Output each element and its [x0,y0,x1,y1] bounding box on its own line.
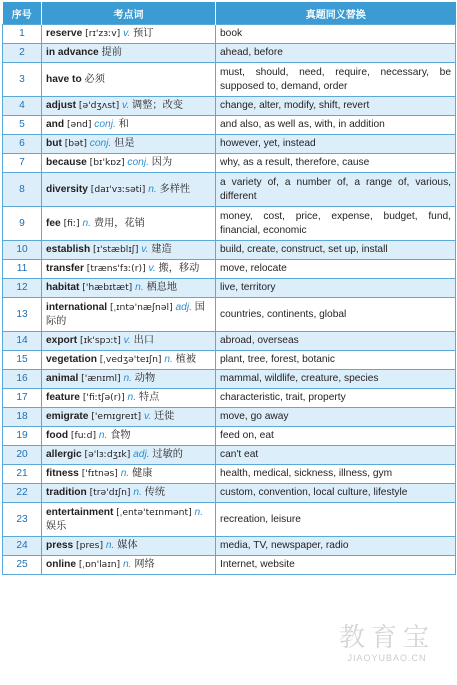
keyword-phonetic: [bət] [64,138,87,149]
keyword-cell [42,389,216,408]
synonym-cell: must, should, need, require, necessary, be supposed to, demand, order [216,63,456,97]
row-number: 25 [3,556,42,575]
row-number: 9 [3,207,42,241]
keyword-word: entertainment [46,506,114,518]
row-number: 2 [3,44,42,63]
keyword-part-of-speech: n. [133,487,142,498]
table-row [3,207,456,241]
keyword-cell [42,279,216,298]
synonym-cell: change, alter, modify, shift, revert [216,97,456,116]
synonym-cell: media, TV, newspaper, radio [216,537,456,556]
keyword-word: allergic [46,449,82,460]
keyword-cell [42,260,216,279]
keyword-word: adjust [46,100,77,111]
keyword-chinese: 过敏的 [152,449,183,460]
row-number: 24 [3,537,42,556]
row-number: 17 [3,389,42,408]
keyword-phonetic: [ənd] [66,119,92,130]
keyword-phonetic: ['emɪgreɪt] [91,411,142,422]
synonym-cell: Internet, website [216,556,456,575]
keyword-cell [42,97,216,116]
keyword-chinese: 植被 [175,354,197,365]
table-row [3,427,456,446]
row-number: 4 [3,97,42,116]
keyword-chinese: 提前 [101,47,122,58]
keyword-phonetic: [træns'fɜː(r)] [86,263,146,274]
keyword-word: reserve [46,28,83,39]
synonym-cell: ahead, before [216,44,456,63]
keyword-part-of-speech: v. [123,335,131,346]
keyword-word: animal [46,373,79,384]
row-number: 5 [3,116,42,135]
header-synonyms: 真题同义替换 [216,2,456,25]
row-number: 1 [3,25,42,44]
row-number: 19 [3,427,42,446]
keyword-part-of-speech: adj. [133,449,150,460]
table-body [3,25,456,575]
keyword-phonetic: [daɪ'vɜːsəti] [90,183,146,195]
header-number: 序号 [3,2,42,25]
keyword-word: press [46,540,74,551]
table-row [3,408,456,427]
synonym-cell: money, cost, price, expense, budget, fund, financial, economic [216,207,456,241]
keyword-word: emigrate [46,411,89,422]
keyword-part-of-speech: n. [135,282,144,293]
keyword-cell [42,154,216,173]
keyword-cell [42,484,216,503]
table-row [3,503,456,537]
keyword-chinese: 预订 [133,28,154,39]
table-row [3,97,456,116]
keyword-part-of-speech: conj. [127,157,149,168]
keyword-chinese: 健康 [132,468,153,479]
synonym-cell: and also, as well as, with, in addition [216,116,456,135]
row-number: 12 [3,279,42,298]
keyword-phonetic: [fiː] [63,217,80,229]
keyword-word: vegetation [46,354,97,365]
keyword-chinese: 搬，移动 [158,263,200,274]
keyword-word: tradition [46,487,87,498]
keyword-cell [42,556,216,575]
keyword-word: export [46,335,78,346]
watermark-text: 教育宝 [338,623,435,653]
keyword-part-of-speech: n. [105,540,115,551]
synonym-cell: abroad, overseas [216,332,456,351]
keyword-word: in advance [46,47,99,58]
keyword-phonetic: [ɪ'stæblɪʃ] [93,244,139,255]
keyword-part-of-speech: n. [122,559,132,570]
keyword-cell [42,135,216,154]
table-row [3,63,456,97]
table-row [3,25,456,44]
keyword-cell [42,173,216,207]
keyword-phonetic: [pres] [76,540,104,551]
keyword-chinese: 食物 [110,430,131,441]
table-row [3,135,456,154]
row-number: 7 [3,154,42,173]
row-number: 22 [3,484,42,503]
synonym-cell: move, go away [216,408,456,427]
keyword-cell [42,370,216,389]
keyword-word: food [46,430,69,441]
keyword-chinese: 和 [118,119,129,130]
table-row [3,446,456,465]
keyword-chinese: 传统 [144,487,166,498]
table-row [3,279,456,298]
synonym-cell: plant, tree, forest, botanic [216,351,456,370]
row-number: 14 [3,332,42,351]
row-number: 11 [3,260,42,279]
synonym-cell: mammal, wildlife, creature, species [216,370,456,389]
keyword-phonetic: [rɪ'zɜːv] [85,28,121,39]
row-number: 3 [3,63,42,97]
keyword-chinese: 媒体 [117,540,138,551]
keyword-part-of-speech: v. [122,100,130,111]
row-number: 10 [3,241,42,260]
keyword-cell [42,351,216,370]
keyword-cell [42,446,216,465]
keyword-part-of-speech: n. [98,430,108,441]
table-row [3,298,456,332]
keyword-chinese: 国际的 [46,301,205,327]
keyword-cell [42,241,216,260]
keyword-cell [42,44,216,63]
table-row [3,154,456,173]
row-number: 21 [3,465,42,484]
keyword-part-of-speech: n. [123,373,132,384]
keyword-phonetic: [ˌɒn'laɪn] [78,559,121,570]
row-number: 15 [3,351,42,370]
keyword-cell [42,503,216,537]
synonym-cell: move, relocate [216,260,456,279]
row-number: 8 [3,173,42,207]
keyword-chinese: 娱乐 [46,520,67,532]
keyword-phonetic: [trə'dɪʃn] [89,487,131,498]
keyword-chinese: 必须 [84,73,105,85]
keyword-cell [42,25,216,44]
keyword-chinese: 特点 [138,392,160,403]
table-row [3,116,456,135]
keyword-cell [42,537,216,556]
keyword-part-of-speech: n. [164,354,173,365]
row-number: 23 [3,503,42,537]
keyword-part-of-speech: v. [141,244,149,255]
row-number: 18 [3,408,42,427]
synonym-cell: why, as a result, therefore, cause [216,154,456,173]
keyword-word: feature [46,392,80,403]
synonym-cell: custom, convention, local culture, lifestyle [216,484,456,503]
table-row [3,465,456,484]
table-row [3,484,456,503]
keyword-phonetic: [ɪk'spɔːt] [79,335,121,346]
synonym-cell: recreation, leisure [216,503,456,537]
table-row [3,556,456,575]
table-row [3,332,456,351]
watermark-url: JIAOYUBAO.CN [347,653,427,663]
keyword-phonetic: [fuːd] [70,430,97,441]
keyword-phonetic: [ˌvedʒə'teɪʃn] [99,354,162,365]
keyword-cell [42,207,216,241]
row-number: 16 [3,370,42,389]
keyword-part-of-speech: n. [127,392,137,403]
keyword-part-of-speech: n. [194,506,204,518]
keyword-cell [42,116,216,135]
row-number: 13 [3,298,42,332]
keyword-phonetic: ['fiːtʃə(r)] [82,392,125,403]
keyword-word: fitness [46,468,79,479]
keyword-part-of-speech: n. [148,183,157,195]
keyword-chinese: 但是 [114,138,135,149]
table-header [3,2,456,25]
table-row [3,537,456,556]
table-row [3,44,456,63]
row-number: 20 [3,446,42,465]
keyword-word: diversity [46,183,88,195]
keyword-cell [42,332,216,351]
keyword-word: but [46,138,62,149]
synonym-cell: build, create, construct, set up, install [216,241,456,260]
synonym-cell: health, medical, sickness, illness, gym [216,465,456,484]
keyword-phonetic: ['fɪtnəs] [81,468,118,479]
keyword-part-of-speech: v. [123,28,131,39]
keyword-cell [42,408,216,427]
keyword-phonetic: [ˌentə'teɪnmənt] [116,506,192,518]
keyword-phonetic: [bɪ'kɒz] [89,157,125,168]
synonym-cell: can't eat [216,446,456,465]
table-row [3,351,456,370]
row-number: 6 [3,135,42,154]
table-row [3,389,456,408]
keyword-phonetic: [ə'dʒʌst] [78,100,120,111]
keyword-part-of-speech: v. [148,263,156,274]
synonym-cell: live, territory [216,279,456,298]
keyword-chinese: 建造 [151,244,172,255]
watermark-logo [339,623,435,663]
keyword-cell [42,63,216,97]
keyword-cell [42,298,216,332]
synonym-cell: book [216,25,456,44]
keyword-word: and [46,119,65,130]
table-row [3,370,456,389]
keyword-cell [42,427,216,446]
keyword-word: have to [46,73,82,85]
keyword-word: because [46,157,87,168]
keyword-part-of-speech: conj. [94,119,116,130]
keyword-chinese: 调整；改变 [132,100,183,111]
table-row [3,173,456,207]
synonym-cell: feed on, eat [216,427,456,446]
keyword-chinese: 动物 [134,373,156,384]
table-row [3,241,456,260]
keyword-chinese: 因为 [151,157,173,168]
keyword-chinese: 费用，花销 [93,217,145,229]
header-keyword: 考点词 [42,2,216,25]
keyword-phonetic: [ˌɪntə'næʃnəl] [109,301,173,313]
synonym-cell: countries, continents, global [216,298,456,332]
table-row [3,260,456,279]
keyword-chinese: 迁徙 [153,411,175,422]
keyword-phonetic: ['hæbɪtæt] [82,282,133,293]
synonym-cell: however, yet, instead [216,135,456,154]
keyword-cell [42,465,216,484]
keyword-part-of-speech: n. [120,468,130,479]
synonym-cell: characteristic, trait, property [216,389,456,408]
keyword-word: online [46,559,76,570]
keyword-phonetic: ['ænɪml] [81,373,121,384]
keyword-part-of-speech: adj. [175,301,192,313]
keyword-word: establish [46,244,91,255]
keyword-chinese: 多样性 [159,183,191,195]
keyword-part-of-speech: conj. [89,138,112,149]
keyword-word: international [46,301,108,313]
keyword-phonetic: [ə'lɜːdʒɪk] [84,449,131,460]
keyword-part-of-speech: n. [82,217,91,229]
keyword-chinese: 出口 [133,335,155,346]
keyword-word: habitat [46,282,80,293]
keyword-chinese: 栖息地 [146,282,178,293]
keyword-chinese: 网络 [134,559,155,570]
keyword-word: fee [46,217,61,229]
keyword-word: transfer [46,263,84,274]
keyword-part-of-speech: v. [143,411,152,422]
synonym-cell: a variety of, a number of, a range of, various, different [216,173,456,207]
vocabulary-table [2,2,456,575]
